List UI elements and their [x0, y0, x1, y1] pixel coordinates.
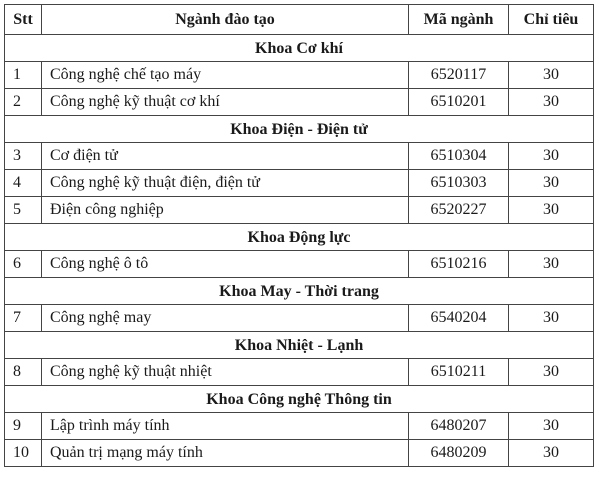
table-row	[5, 170, 594, 197]
section-title: Khoa May - Thời trang	[5, 278, 594, 305]
section-row	[5, 116, 594, 143]
cell-program-code: 6510211	[409, 359, 509, 386]
cell-program-name: Công nghệ kỹ thuật điện, điện tử	[42, 170, 409, 197]
table-row	[5, 251, 594, 278]
header-program-name: Ngành đào tạo	[42, 5, 409, 35]
cell-stt: 6	[5, 251, 42, 278]
cell-stt: 4	[5, 170, 42, 197]
cell-stt: 3	[5, 143, 42, 170]
cell-quota: 30	[509, 359, 594, 386]
cell-program-name: Điện công nghiệp	[42, 197, 409, 224]
cell-quota: 30	[509, 305, 594, 332]
cell-program-name: Công nghệ kỹ thuật cơ khí	[42, 89, 409, 116]
cell-stt: 10	[5, 440, 42, 467]
table-row	[5, 89, 594, 116]
cell-quota: 30	[509, 62, 594, 89]
table-row	[5, 305, 594, 332]
admission-table-document	[4, 4, 593, 467]
cell-program-name: Công nghệ may	[42, 305, 409, 332]
cell-program-code: 6510216	[409, 251, 509, 278]
section-row	[5, 224, 594, 251]
cell-quota: 30	[509, 143, 594, 170]
cell-program-code: 6510304	[409, 143, 509, 170]
table-row	[5, 359, 594, 386]
header-stt: Stt	[5, 5, 42, 35]
section-title: Khoa Nhiệt - Lạnh	[5, 332, 594, 359]
cell-program-code: 6480209	[409, 440, 509, 467]
cell-stt: 2	[5, 89, 42, 116]
table-row	[5, 440, 594, 467]
cell-stt: 1	[5, 62, 42, 89]
table-row	[5, 143, 594, 170]
cell-program-name: Lập trình máy tính	[42, 413, 409, 440]
cell-quota: 30	[509, 413, 594, 440]
section-row	[5, 386, 594, 413]
cell-quota: 30	[509, 440, 594, 467]
cell-program-name: Quản trị mạng máy tính	[42, 440, 409, 467]
cell-program-name: Công nghệ kỹ thuật nhiệt	[42, 359, 409, 386]
cell-quota: 30	[509, 197, 594, 224]
cell-quota: 30	[509, 251, 594, 278]
cell-program-name: Công nghệ chế tạo máy	[42, 62, 409, 89]
header-program-code: Mã ngành	[409, 5, 509, 35]
cell-program-code: 6510303	[409, 170, 509, 197]
cell-program-name: Công nghệ ô tô	[42, 251, 409, 278]
table-row	[5, 62, 594, 89]
section-row	[5, 332, 594, 359]
cell-program-code: 6520117	[409, 62, 509, 89]
cell-program-code: 6540204	[409, 305, 509, 332]
program-table	[4, 4, 594, 467]
section-title: Khoa Công nghệ Thông tin	[5, 386, 594, 413]
cell-quota: 30	[509, 89, 594, 116]
section-title: Khoa Động lực	[5, 224, 594, 251]
cell-stt: 9	[5, 413, 42, 440]
cell-program-code: 6510201	[409, 89, 509, 116]
cell-stt: 5	[5, 197, 42, 224]
header-row	[5, 5, 594, 35]
table-row	[5, 413, 594, 440]
table-row	[5, 197, 594, 224]
section-title: Khoa Cơ khí	[5, 35, 594, 62]
header-quota: Chỉ tiêu	[509, 5, 594, 35]
cell-stt: 8	[5, 359, 42, 386]
cell-program-code: 6520227	[409, 197, 509, 224]
section-row	[5, 278, 594, 305]
section-row	[5, 35, 594, 62]
section-title: Khoa Điện - Điện tử	[5, 116, 594, 143]
cell-program-code: 6480207	[409, 413, 509, 440]
cell-stt: 7	[5, 305, 42, 332]
cell-program-name: Cơ điện tử	[42, 143, 409, 170]
cell-quota: 30	[509, 170, 594, 197]
